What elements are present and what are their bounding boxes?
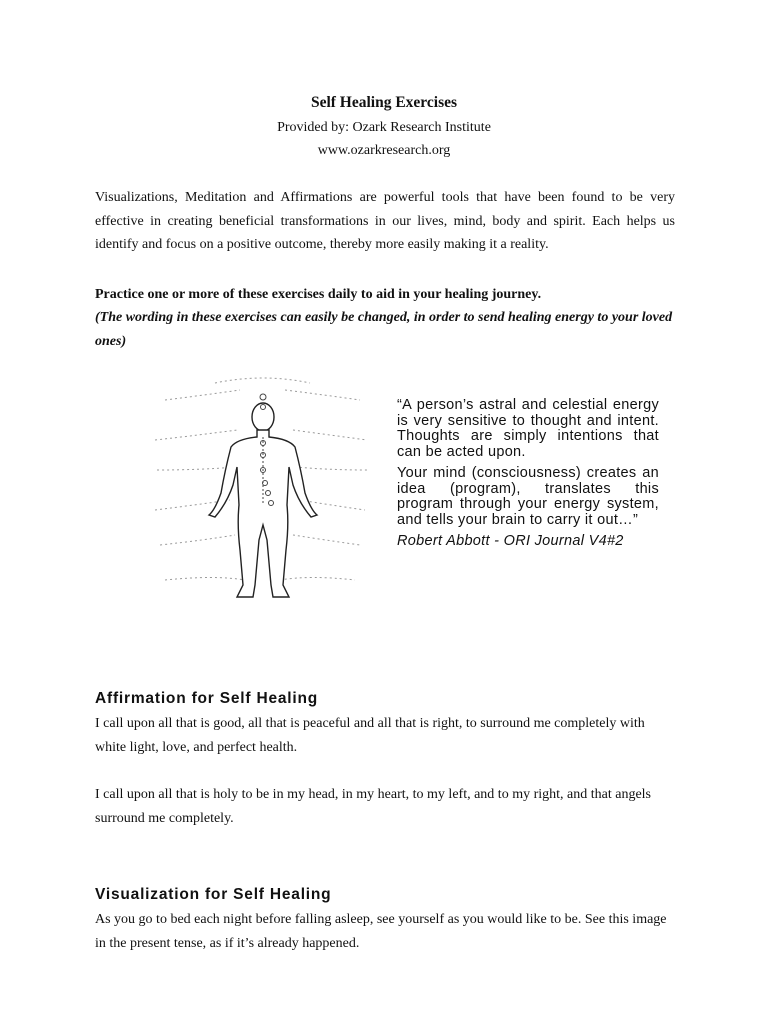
human-energy-body-illustration [145, 375, 375, 615]
quote-paragraph-2: Your mind (consciousness) creates an idea (program), translates this program through your energy system, and tells your brain to carry it out…” [397, 465, 659, 528]
page-title: Self Healing Exercises [310, 94, 458, 111]
intro-paragraph: Visualizations, Meditation and Affirmations are powerful tools that have been found to be very effective in creating beneficial transformations in our lives, mind, body and spirit. Each helps us identify and focus on a positive outcome, thereby more easily making it a reality. [95, 190, 675, 252]
practice-instruction: Practice one or more of these exercises daily to aid in your healing journey. [95, 287, 542, 302]
affirmation-paragraph-1: I call upon all that is good, all that is peaceful and all that is right, to surround me completely with white light, love, and perfect health. [95, 716, 645, 755]
provided-by-line: Provided by: Ozark Research Institute [277, 120, 491, 135]
quote-attribution: Robert Abbott - ORI Journal V4#2 [397, 533, 624, 549]
visualization-heading: Visualization for Self Healing [95, 886, 332, 903]
website-url: www.ozarkresearch.org [317, 143, 451, 158]
quote-block [397, 398, 659, 550]
visualization-paragraph-1: As you go to bed each night before falling asleep, see yourself as you would like to be. See this image in the present tense, as if it’s already happened. [95, 912, 667, 951]
energy-body-svg [145, 375, 375, 615]
human-figure-icon [209, 403, 317, 597]
affirmation-heading: Affirmation for Self Healing [95, 690, 319, 707]
quote-paragraph-1: “A person’s astral and celestial energy is very sensitive to thought and intent. Thoughts are simply intentions that can be acted upon. [397, 397, 659, 460]
wording-note: (The wording in these exercises can easily be changed, in order to send healing energy to your loved ones) [95, 310, 673, 349]
affirmation-paragraph-2: I call upon all that is holy to be in my head, in my heart, to my left, and to my right, and that angels surround me completely. [95, 787, 651, 826]
